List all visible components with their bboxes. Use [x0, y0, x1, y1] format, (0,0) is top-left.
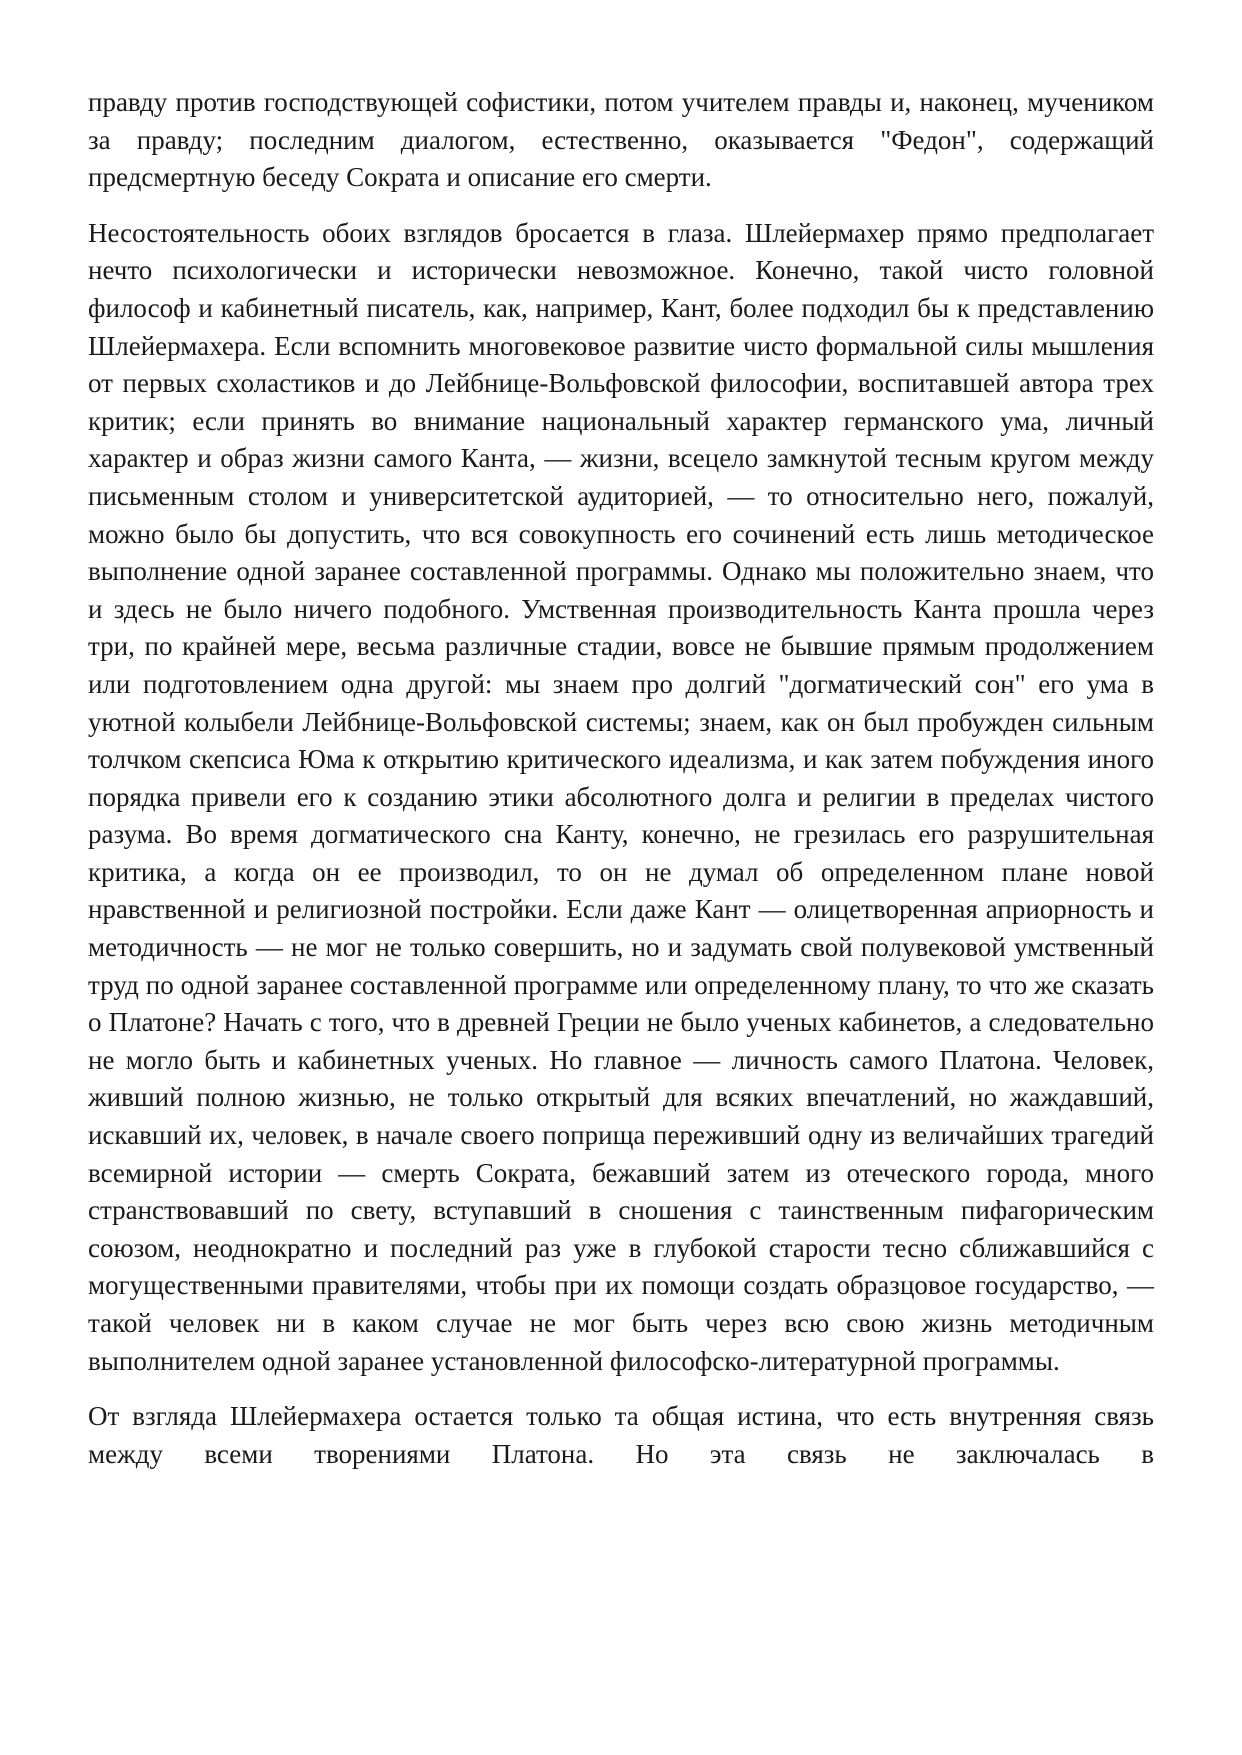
paragraph-1: правду против господствующей софистики, потом учителем правды и, наконец, мучеником за правду; последним диалогом, естественно, оказывается "Федон", содержащий предсмертную беседу Сократа и описание его смерти. — [88, 87, 1154, 193]
paragraph-2: Несостоятельность обоих взглядов бросается в глаза. Шлейермахер прямо предполагает нечто психологически и исторически невозможное. Конечно, такой чисто головной философ и кабинетный писатель, как, например, Кант, более подходил бы к представлению Шлейермахера. Если вспомнить многовековое развитие чисто формальной силы мышления от первых схоластиков и до Лейбнице-Вольфовской философии, воспитавшей автора трех критик; если принять во внимание национальный характер германского ума, личный характер и образ жизни самого Канта, — жизни, всецело замкнутой тесным кругом между письменным столом и университетской аудиторией, — то относительно него, пожалуй, можно было бы допустить, что вся совокупность его сочинений есть лишь методическое выполнение одной заранее составленной программы. Однако мы положительно знаем, что и здесь не было ничего подобного. Умственная производительность Канта прошла через три, по крайней мере, весьма различные стадии, вовсе не бывшие прямым продолжением или подготовлением одна другой: мы знаем про долгий "догматический сон" его ума в уютной колыбели Лейбнице-Вольфовской системы; знаем, как он был пробужден сильным толчком скепсиса Юма к открытию критического идеализма, и как затем побуждения иного порядка привели его к созданию этики абсолютного долга и религии в пределах чистого разума. Во время догматического сна Канту, конечно, не грезилась его разрушительная критика, а когда он ее производил, то он не думал об определенном плане новой нравственной и религиозной постройки. Если даже Кант — олицетворенная априорность и методичность — не мог не только совершить, но и задумать свой полувековой умственный труд по одной заранее составленной программе или определенному плану, то что же сказать о Платоне? Начать с того, что в древней Греции не было ученых кабинетов, а следовательно не могло быть и кабинетных ученых. Но главное — личность самого Платона. Человек, живший полною жизнью, не только открытый для всяких впечатлений, но жаждавший, искавший их, человек, в начале своего поприща переживший одну из величайших трагедий всемирной истории — смерть Сократа, бежавший затем из отеческого города, много странствовавший по свету, вступавший в сношения с таинственным пифагорическим союзом, неоднократно и последний раз уже в глубокой старости тесно сближавшийся с могущественными правителями, чтобы при их помощи создать образцовое государство, — такой человек ни в каком случае не мог быть через всю свою жизнь методичным выполнителем одной заранее установленной философско-литературной программы. — [88, 217, 1154, 1376]
document-page — [88, 84, 1154, 1491]
paragraph-3: От взгляда Шлейермахера остается только та общая истина, что есть внутренняя связь между всеми творениями Платона. Но эта связь не заключалась в — [88, 1401, 1154, 1469]
